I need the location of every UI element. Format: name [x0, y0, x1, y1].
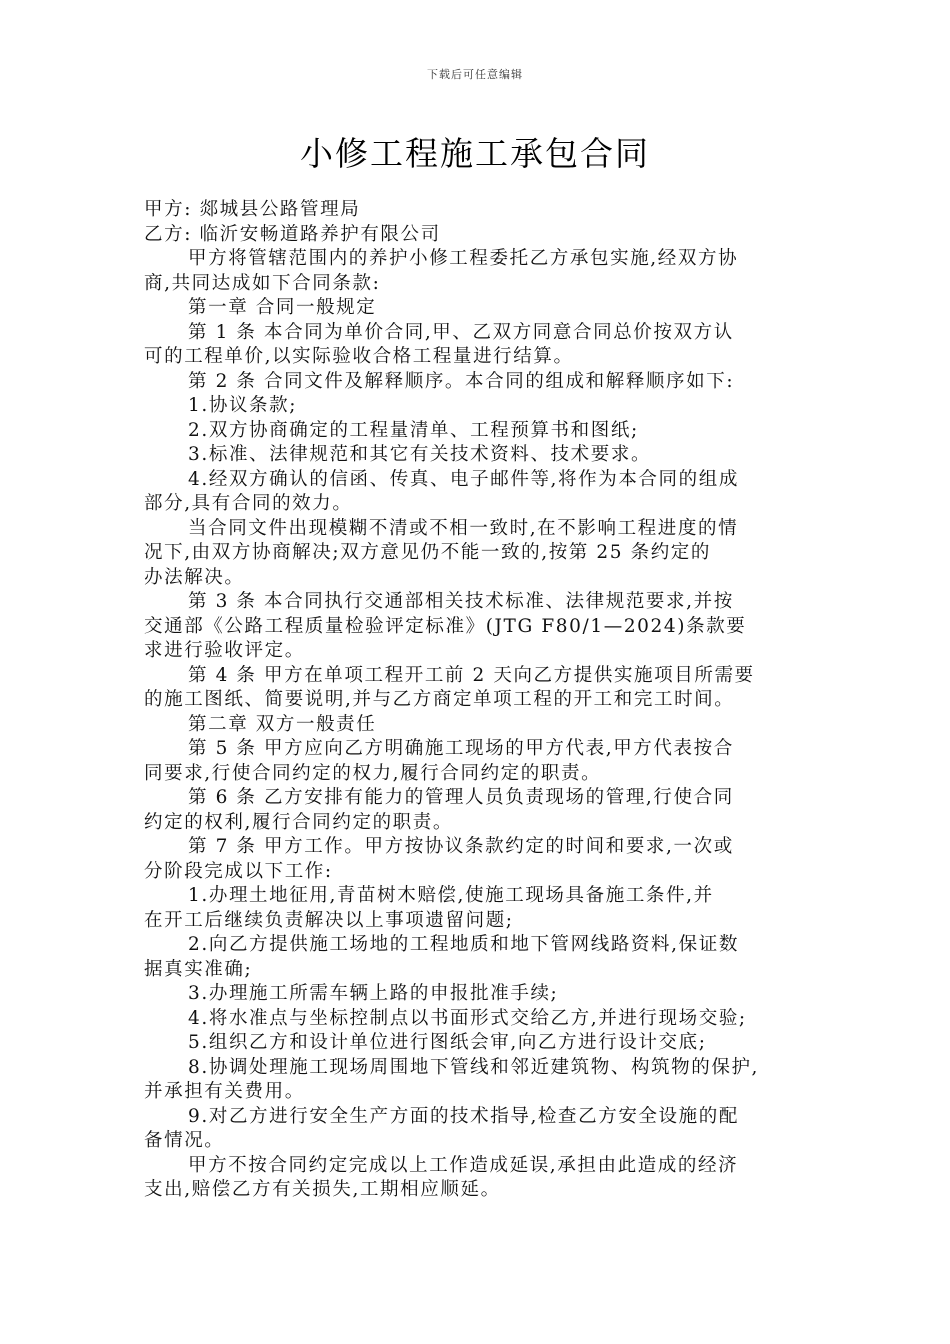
text-line: 第二章 双方一般责任 [188, 713, 377, 735]
text-line: 乙方: 临沂安畅道路养护有限公司 [144, 223, 441, 245]
text-line: 况下,由双方协商解决;双方意见仍不能一致的,按第 25 条约定的 [144, 542, 711, 563]
text-line: 2.向乙方提供施工场地的工程地质和地下管网线路资料,保证数 [188, 934, 739, 955]
text-line: 9.对乙方进行安全生产方面的技术指导,检查乙方安全设施的配 [188, 1105, 739, 1127]
text-line: 交通部《公路工程质量检验评定标准》(JTG F80/1—2024)条款要 [144, 615, 747, 637]
text-line: 第 3 条 本合同执行交通部相关技术标准、法律规范要求,并按 [188, 591, 734, 612]
text-line: 据真实准确; [144, 958, 253, 980]
text-line: 第 1 条 本合同为单价合同,甲、乙双方同意合同总价按双方认 [188, 321, 734, 343]
text-line: 甲方不按合同约定完成以上工作造成延误,承担由此造成的经济 [188, 1154, 739, 1176]
text-line: 第 7 条 甲方工作。甲方按协议条款约定的时间和要求,一次或 [188, 836, 734, 857]
text-line: 甲方: 郯城县公路管理局 [144, 199, 361, 220]
text-line: 甲方将管辖范围内的养护小修工程委托乙方承包实施,经双方协 [188, 248, 739, 269]
text-line: 办法解决。 [144, 566, 245, 588]
text-line: 第 6 条 乙方安排有能力的管理人员负责现场的管理,行使合同 [188, 787, 734, 808]
text-line: 1.办理土地征用,青苗树木赔偿,使施工现场具备施工条件,并 [188, 885, 714, 906]
text-line: 同要求,行使合同约定的权力,履行合同约定的职责。 [144, 762, 602, 784]
text-line: 约定的权利,履行合同约定的职责。 [144, 811, 453, 833]
text-line: 当合同文件出现模糊不清或不相一致时,在不影响工程进度的情 [188, 517, 739, 539]
text-line: 部分,具有合同的效力。 [144, 493, 353, 514]
text-line: 3.标准、法律规范和其它有关技术资料、技术要求。 [188, 444, 652, 465]
text-line: 的施工图纸、简要说明,并与乙方商定单项工程的开工和完工时间。 [144, 689, 735, 710]
text-line: 4.将水准点与坐标控制点以书面形式交给乙方,并进行现场交验; [188, 1007, 747, 1029]
document-body [144, 198, 820, 1203]
text-line: 在开工后继续负责解决以上事项遗留问题; [144, 909, 514, 931]
text-line: 第 5 条 甲方应向乙方明确施工现场的甲方代表,甲方代表按合 [188, 738, 734, 759]
text-line: 5.组织乙方和设计单位进行图纸会审,向乙方进行设计交底; [188, 1032, 707, 1053]
text-line: 并承担有关费用。 [144, 1081, 305, 1102]
text-line: 商,共同达成如下合同条款: [144, 272, 381, 294]
document-title: 小修工程施工承包合同 [300, 134, 650, 173]
text-line: 可的工程单价,以实际验收合格工程量进行结算。 [144, 346, 574, 367]
text-line: 8.协调处理施工现场周围地下管线和邻近建筑物、构筑物的保护, [188, 1056, 760, 1078]
text-line: 求进行验收评定。 [144, 640, 305, 661]
text-line: 分阶段完成以下工作: [144, 860, 333, 882]
text-line: 3.办理施工所需车辆上路的申报批准手续; [188, 983, 559, 1004]
text-line: 支出,赔偿乙方有关损失,工期相应顺延。 [144, 1179, 501, 1200]
text-line: 1.协议条款; [188, 395, 298, 416]
text-line: 第 2 条 合同文件及解释顺序。本合同的组成和解释顺序如下: [188, 370, 735, 392]
text-line: 第 4 条 甲方在单项工程开工前 2 天向乙方提供实施项目所需要 [188, 664, 755, 686]
text-line: 4.经双方确认的信函、传真、电子邮件等,将作为本合同的组成 [188, 468, 739, 490]
text-line: 备情况。 [144, 1130, 225, 1151]
text-line: 2.双方协商确定的工程量清单、工程预算书和图纸; [188, 419, 639, 441]
text-line: 第一章 合同一般规定 [188, 297, 377, 318]
header-note: 下载后可任意编辑 [427, 68, 523, 81]
